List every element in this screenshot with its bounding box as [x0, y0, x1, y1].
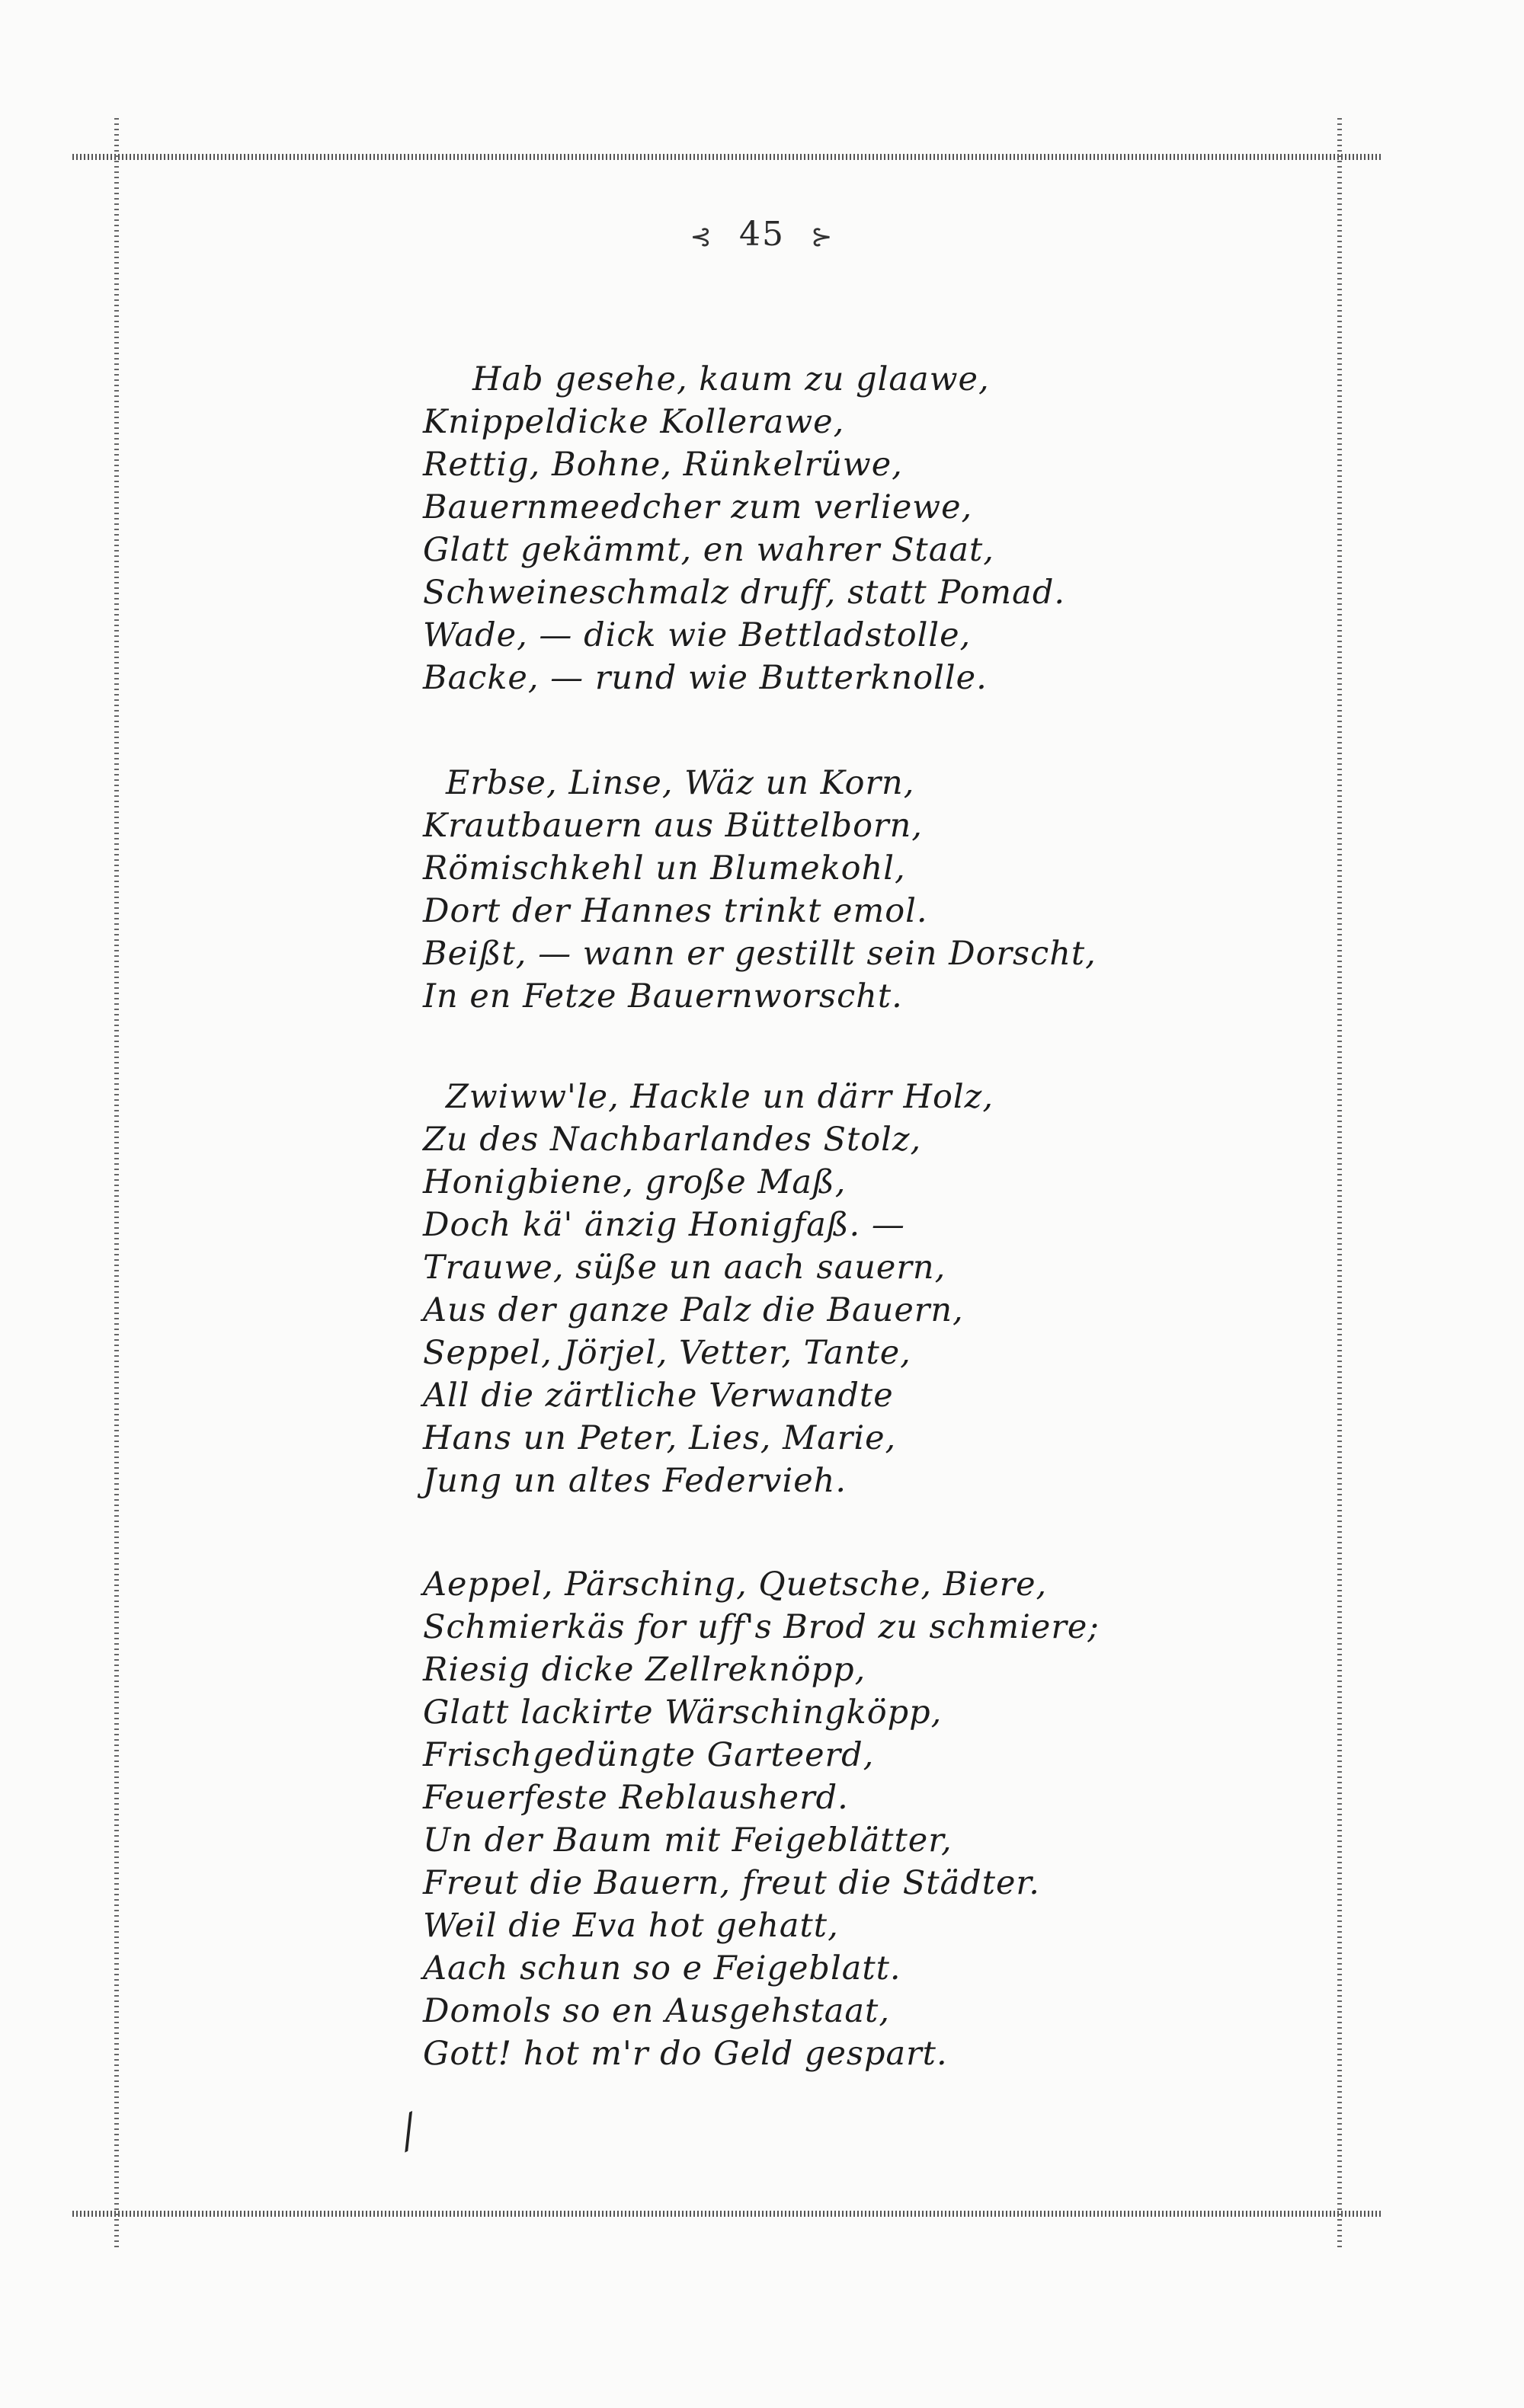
stanza-3: [423, 1076, 1185, 1502]
poem-line: Backe, — rund wie Butterknolle.: [423, 659, 988, 697]
poem-line: All die zärtliche Verwandte: [423, 1377, 894, 1415]
stanza-4: [423, 1563, 1185, 2075]
poem-line: Glatt lackirte Wärschingköpp,: [423, 1693, 943, 1732]
bottom-border-rule: [72, 2211, 1383, 2217]
poem-line: Un der Baum mit Feigeblätter,: [423, 1821, 952, 1860]
poem-line: Aus der ganze Palz die Bauern,: [423, 1291, 964, 1329]
poem-line: Schweineschmalz druff, statt Pomad.: [423, 574, 1066, 612]
poem-line: Schmierkäs for uff's Brod zu schmiere;: [423, 1608, 1100, 1646]
top-border-rule: [72, 154, 1383, 160]
poem-line: Weil die Eva hot gehatt,: [423, 1907, 839, 1945]
poem-line: Dort der Hannes trinkt emol.: [423, 892, 928, 930]
poem-line: Hans un Peter, Lies, Marie,: [423, 1419, 897, 1457]
poem-line: Zwiww'le, Hackle un därr Holz,: [446, 1078, 994, 1116]
poem-line: Frischgedüngte Garteerd,: [423, 1736, 875, 1774]
poem-line: Riesig dicke Zellreknöpp,: [423, 1651, 866, 1689]
poem-line: Honigbiene, große Maß,: [423, 1163, 847, 1201]
poem-line: Aach schun so e Feigeblatt.: [423, 1949, 901, 1987]
left-border-rule: [114, 118, 119, 2251]
poem-line: Bauernmeedcher zum verliewe,: [423, 488, 973, 526]
poem-line: Hab gesehe, kaum zu glaawe,: [472, 360, 990, 398]
poem-line: Jung un altes Federvieh.: [423, 1462, 847, 1500]
poem-line: Seppel, Jörjel, Vetter, Tante,: [423, 1334, 911, 1372]
stanza-2: [423, 762, 1185, 1018]
poem-line: Aeppel, Pärsching, Quetsche, Biere,: [423, 1565, 1048, 1604]
page-number: 45: [739, 215, 785, 254]
poem-line: Römischkehl un Blumekohl,: [423, 849, 906, 887]
poem-line: Krautbauern aus Büttelborn,: [423, 807, 923, 845]
poem-line: Beißt, — wann er gestillt sein Dorscht,: [423, 935, 1097, 973]
poem-line: Trauwe, süße un aach sauern,: [423, 1249, 946, 1287]
left-ornament-icon: ⊰: [690, 221, 713, 252]
poem-line: Zu des Nachbarlandes Stolz,: [423, 1121, 922, 1159]
end-flourish-icon: ⁄: [394, 2107, 424, 2159]
poem-line: Rettig, Bohne, Rünkelrüwe,: [423, 446, 903, 484]
poem-line: Glatt gekämmt, en wahrer Staat,: [423, 531, 994, 569]
poem-line: Knippeldicke Kollerawe,: [423, 403, 845, 441]
right-ornament-icon: ⊱: [811, 221, 834, 252]
poem-line: Doch kä' änzig Honigfaß. —: [423, 1206, 905, 1244]
poem-line: Freut die Bauern, freut die Städter.: [423, 1864, 1040, 1902]
poem-line: In en Fetze Bauernworscht.: [423, 977, 903, 1015]
stanza-1: [423, 358, 1185, 699]
poem-line: Wade, — dick wie Bettladstolle,: [423, 616, 972, 654]
poem-line: Gott! hot m'r do Geld gespart.: [423, 2035, 948, 2073]
poem-line: Erbse, Linse, Wäz un Korn,: [446, 764, 915, 802]
page-header: [0, 215, 1524, 254]
right-border-rule: [1337, 118, 1342, 2251]
poem-line: Feuerfeste Reblausherd.: [423, 1779, 849, 1817]
poem-line: Domols so en Ausgehstaat,: [423, 1992, 890, 2030]
